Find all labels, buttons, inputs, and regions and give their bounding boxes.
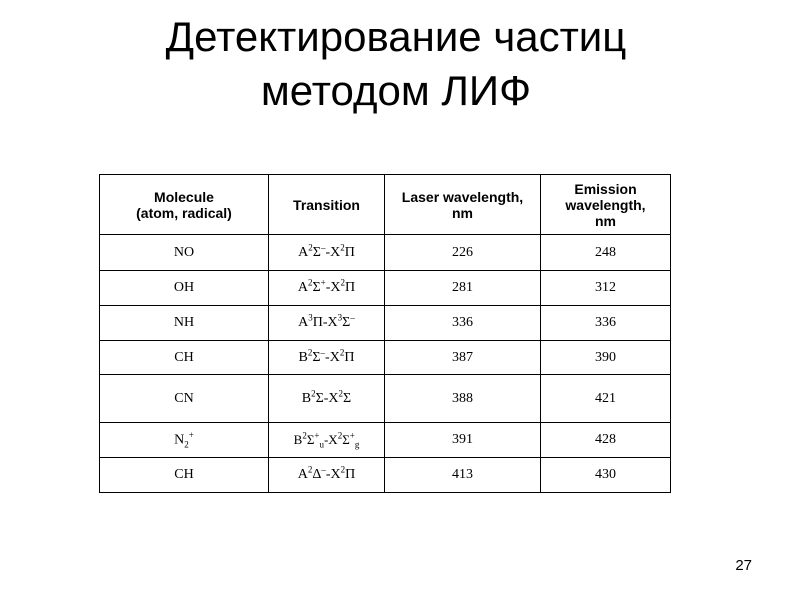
table-row <box>100 306 671 341</box>
cell-transition: $A^2\Delta^--X^2\Pi$ <box>269 458 385 493</box>
cell-emission-wavelength: 312 <box>541 271 671 306</box>
cell-molecule: OH <box>100 271 269 306</box>
cell-emission-wavelength: 248 <box>541 235 671 271</box>
table-row <box>100 423 671 458</box>
table-row <box>100 341 671 375</box>
cell-transition: $B^2\Sigma-X^2\Sigma$ <box>269 375 385 423</box>
slide-title-line-2: методом ЛИФ <box>260 67 532 114</box>
cell-laser-wavelength: 336 <box>385 306 541 341</box>
cell-transition: $B^2\Sigma^--X^2\Pi$ <box>269 341 385 375</box>
cell-emission-wavelength: 428 <box>541 423 671 458</box>
cell-molecule: CH <box>100 458 269 493</box>
slide-title-line-1: Детектирование частиц <box>165 13 627 60</box>
header-laser-line-1: Laser wavelength, <box>401 188 524 205</box>
header-molecule-line-1: Molecule <box>154 188 214 205</box>
header-molecule-line-2: (atom, radical) <box>136 204 232 221</box>
header-emission-line-3: nm <box>595 212 616 229</box>
cell-transition: $B^2\Sigma^+_u-X^2\Sigma^+_g$ <box>269 423 385 458</box>
cell-molecule: NH <box>100 306 269 341</box>
cell-transition: $A^2\Sigma^--X^2\Pi$ <box>269 235 385 271</box>
table-row <box>100 271 671 306</box>
table-row <box>100 375 671 423</box>
cell-emission-wavelength: 390 <box>541 341 671 375</box>
table-row <box>100 458 671 493</box>
cell-laser-wavelength: 391 <box>385 423 541 458</box>
header-emission-line-2: wavelength, <box>565 196 646 213</box>
header-transition: Transition <box>269 175 385 235</box>
cell-emission-wavelength: 421 <box>541 375 671 423</box>
header-molecule <box>100 175 269 235</box>
cell-laser-wavelength: 413 <box>385 458 541 493</box>
cell-transition: $A^2\Sigma^+-X^2\Pi$ <box>269 271 385 306</box>
header-laser-line-2: nm <box>452 204 473 221</box>
cell-laser-wavelength: 388 <box>385 375 541 423</box>
header-laser-wavelength <box>385 175 541 235</box>
lif-table <box>99 174 671 493</box>
slide-title <box>0 10 792 118</box>
cell-molecule: CH <box>100 341 269 375</box>
table-row <box>100 235 671 271</box>
header-emission-line-1: Emission <box>574 180 637 197</box>
table-header-row <box>100 175 671 235</box>
cell-emission-wavelength: 430 <box>541 458 671 493</box>
cell-laser-wavelength: 387 <box>385 341 541 375</box>
header-emission-wavelength <box>541 175 671 235</box>
cell-transition: $A^3\Pi-X^3\Sigma^-$ <box>269 306 385 341</box>
cell-molecule: NO <box>100 235 269 271</box>
cell-laser-wavelength: 281 <box>385 271 541 306</box>
page-number: 27 <box>735 557 752 574</box>
cell-molecule: CN <box>100 375 269 423</box>
cell-molecule: $N_2^+$ <box>100 423 269 458</box>
cell-emission-wavelength: 336 <box>541 306 671 341</box>
cell-laser-wavelength: 226 <box>385 235 541 271</box>
